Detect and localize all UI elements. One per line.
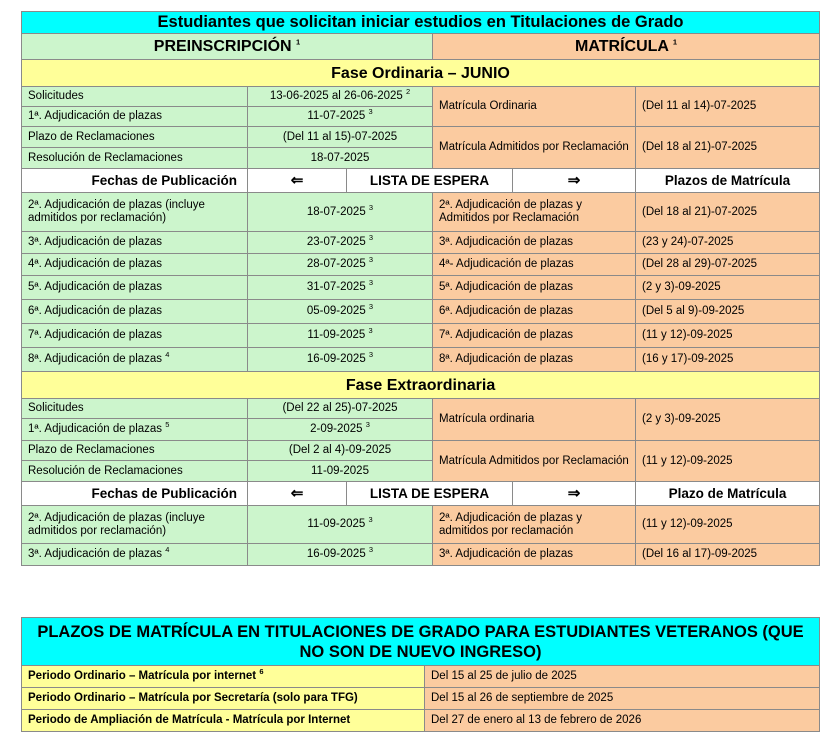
- matricula-admitidos-label: Matrícula Admitidos por Reclamación: [433, 127, 636, 169]
- waitlist-pre-label: 4ª. Adjudicación de plazas: [22, 254, 248, 276]
- waitlist-mat-date: (Del 5 al 9)-09-2025: [636, 300, 820, 324]
- waitlist-pre-date: [248, 276, 433, 300]
- veteranos-row-date: Del 15 al 25 de julio de 2025: [425, 666, 820, 688]
- date-text: 11-09-2025: [307, 329, 366, 341]
- veteranos-row-date: Del 27 de enero al 13 de febrero de 2026: [425, 710, 820, 732]
- waitlist-mat-label: 2ª. Adjudicación de plazas y Admitidos por Reclamación: [433, 193, 636, 232]
- label-text: Periodo Ordinario – Matrícula por internet: [28, 670, 257, 682]
- waitlist-mat-label: 3ª. Adjudicación de plazas: [433, 544, 636, 566]
- veteranos-table: [21, 617, 820, 732]
- plazos-matricula-label: Plazos de Matrícula: [636, 169, 820, 193]
- table-body: [22, 12, 820, 566]
- matricula-admitidos-date: (Del 18 al 21)-07-2025: [636, 127, 820, 169]
- waitlist-pre-label: 2ª. Adjudicación de plazas (incluye admitidos por reclamación): [22, 506, 248, 544]
- waitlist-pre-date: [248, 300, 433, 324]
- waitlist-mat-date: (Del 16 al 17)-09-2025: [636, 544, 820, 566]
- footnote-ref: 4: [165, 350, 170, 360]
- reclamaciones-date: (Del 11 al 15)-07-2025: [248, 127, 433, 148]
- date-text: 05-09-2025: [306, 305, 366, 317]
- reclamaciones-label: Plazo de Reclamaciones: [22, 127, 248, 148]
- waitlist-pre-label: [22, 348, 248, 372]
- matricula-label: MATRÍCULA: [575, 38, 669, 55]
- waitlist-mat-date: (16 y 17)-09-2025: [636, 348, 820, 372]
- waitlist-pre-label: 2ª. Adjudicación de plazas (incluye admitidos por reclamación): [22, 193, 248, 232]
- fase-extraordinaria-title: Fase Extraordinaria: [22, 372, 820, 399]
- footnote-ref: 5: [165, 420, 170, 430]
- reclamaciones-date: (Del 2 al 4)-09-2025: [248, 441, 433, 461]
- veteranos-title: PLAZOS DE MATRÍCULA EN TITULACIONES DE GRADO PARA ESTUDIANTES VETERANOS (QUE NO SON DE NUEVO INGRESO): [22, 618, 820, 666]
- footnote-ref: 4: [165, 545, 170, 555]
- waitlist-pre-date: [248, 193, 433, 232]
- footnote-ref: 3: [365, 420, 370, 430]
- preinscripcion-header: [22, 34, 433, 60]
- resolucion-date: 11-09-2025: [248, 461, 433, 482]
- arrow-right-icon: ⇒: [513, 482, 636, 506]
- waitlist-mat-date: (Del 28 al 29)-07-2025: [636, 254, 820, 276]
- waitlist-mat-label: 7ª. Adjudicación de plazas: [433, 324, 636, 348]
- matricula-ordinaria-label: Matrícula ordinaria: [433, 399, 636, 441]
- waitlist-mat-date: (Del 18 al 21)-07-2025: [636, 193, 820, 232]
- plazo-matricula-label: Plazo de Matrícula: [636, 482, 820, 506]
- waitlist-pre-label: [22, 544, 248, 566]
- footnote-ref: 1: [672, 37, 677, 47]
- label-text: 1ª. Adjudicación de plazas: [28, 423, 163, 435]
- matricula-ordinaria-date: (2 y 3)-09-2025: [636, 399, 820, 441]
- waitlist-mat-label: 8ª. Adjudicación de plazas: [433, 348, 636, 372]
- reclamaciones-label: Plazo de Reclamaciones: [22, 441, 248, 461]
- main-schedule-table: [21, 11, 820, 566]
- arrow-left-icon: ⇐: [248, 482, 347, 506]
- solicitudes-date: (Del 22 al 25)-07-2025: [248, 399, 433, 419]
- fase-ordinaria-title: Fase Ordinaria – JUNIO: [22, 60, 820, 87]
- resolucion-date: 18-07-2025: [248, 148, 433, 169]
- adjudicacion-1-label: [22, 419, 248, 441]
- lista-espera-label: LISTA DE ESPERA: [347, 482, 513, 506]
- fechas-publicacion-label: Fechas de Publicación: [22, 169, 248, 193]
- adjudicacion-1-date: [248, 107, 433, 127]
- matricula-ordinaria-label: Matrícula Ordinaria: [433, 87, 636, 127]
- date-text: 18-07-2025: [306, 205, 366, 218]
- waitlist-pre-label: 3ª. Adjudicación de plazas: [22, 232, 248, 254]
- date-text: 16-09-2025: [306, 548, 366, 560]
- adjudicacion-1-label: 1ª. Adjudicación de plazas: [22, 107, 248, 127]
- preinscripcion-label: PREINSCRIPCIÓN: [153, 38, 292, 55]
- footnote-ref: 2: [406, 87, 411, 97]
- matricula-header: [433, 34, 820, 60]
- footnote-ref: 6: [259, 667, 264, 677]
- matricula-admitidos-date: (11 y 12)-09-2025: [636, 441, 820, 482]
- waitlist-pre-date: [248, 506, 433, 544]
- footnote-ref: 3: [368, 202, 374, 212]
- lista-espera-label: LISTA DE ESPERA: [347, 169, 513, 193]
- waitlist-mat-label: 3ª. Adjudicación de plazas: [433, 232, 636, 254]
- footnote-ref: 3: [368, 545, 374, 555]
- waitlist-pre-date: [248, 254, 433, 276]
- waitlist-pre-date: [248, 544, 433, 566]
- date-text: 11-09-2025: [307, 518, 366, 530]
- veteranos-row-label: Periodo de Ampliación de Matrícula - Matrícula por Internet: [22, 710, 425, 732]
- date-text: 16-09-2025: [306, 353, 366, 365]
- footnote-ref: 3: [368, 255, 374, 265]
- footnote-ref: 3: [368, 233, 374, 243]
- waitlist-pre-label: 5ª. Adjudicación de plazas: [22, 276, 248, 300]
- matricula-ordinaria-date: (Del 11 al 14)-07-2025: [636, 87, 820, 127]
- resolucion-label: Resolución de Reclamaciones: [22, 148, 248, 169]
- waitlist-mat-label: 5ª. Adjudicación de plazas: [433, 276, 636, 300]
- waitlist-pre-date: [248, 232, 433, 254]
- footnote-ref: 3: [368, 326, 373, 336]
- solicitudes-date: [248, 87, 433, 107]
- footnote-ref: 1: [296, 37, 301, 47]
- waitlist-mat-label: 4ª- Adjudicación de plazas: [433, 254, 636, 276]
- solicitudes-label: Solicitudes: [22, 399, 248, 419]
- waitlist-pre-label: 7ª. Adjudicación de plazas: [22, 324, 248, 348]
- waitlist-mat-date: (11 y 12)-09-2025: [636, 506, 820, 544]
- arrow-right-icon: ⇒: [513, 169, 636, 193]
- veteranos-body: [22, 618, 820, 732]
- waitlist-pre-label: 6ª. Adjudicación de plazas: [22, 300, 248, 324]
- waitlist-mat-date: (23 y 24)-07-2025: [636, 232, 820, 254]
- date-text: 2-09-2025: [310, 423, 363, 435]
- waitlist-mat-label: 2ª. Adjudicación de plazas y admitidos por reclamación: [433, 506, 636, 544]
- waitlist-pre-date: [248, 348, 433, 372]
- veteranos-row-label: [22, 666, 425, 688]
- veteranos-row-label: Periodo Ordinario – Matrícula por Secretaría (solo para TFG): [22, 688, 425, 710]
- waitlist-mat-label: 6ª. Adjudicación de plazas: [433, 300, 636, 324]
- solicitudes-label: Solicitudes: [22, 87, 248, 107]
- waitlist-pre-date: [248, 324, 433, 348]
- main-title: Estudiantes que solicitan iniciar estudios en Titulaciones de Grado: [22, 12, 820, 34]
- matricula-admitidos-label: Matrícula Admitidos por Reclamación: [433, 441, 636, 482]
- waitlist-mat-date: (2 y 3)-09-2025: [636, 276, 820, 300]
- arrow-left-icon: ⇐: [248, 169, 347, 193]
- resolucion-label: Resolución de Reclamaciones: [22, 461, 248, 482]
- footnote-ref: 3: [368, 350, 374, 360]
- label-text: 3ª. Adjudicación de plazas: [28, 548, 163, 560]
- date-text: 11-07-2025: [307, 110, 366, 122]
- footnote-ref: 3: [368, 515, 373, 525]
- footnote-ref: 3: [368, 107, 373, 117]
- date-text: 31-07-2025: [306, 281, 366, 293]
- date-text: 23-07-2025: [306, 236, 366, 248]
- veteranos-row-date: Del 15 al 26 de septiembre de 2025: [425, 688, 820, 710]
- adjudicacion-1-date: [248, 419, 433, 441]
- footnote-ref: 3: [368, 278, 374, 288]
- footnote-ref: 3: [368, 302, 374, 312]
- date-text: 28-07-2025: [306, 258, 366, 270]
- label-text: 8ª. Adjudicación de plazas: [28, 353, 163, 365]
- waitlist-mat-date: (11 y 12)-09-2025: [636, 324, 820, 348]
- date-text: 13-06-2025 al 26-06-2025: [269, 90, 403, 102]
- fechas-publicacion-label: Fechas de Publicación: [22, 482, 248, 506]
